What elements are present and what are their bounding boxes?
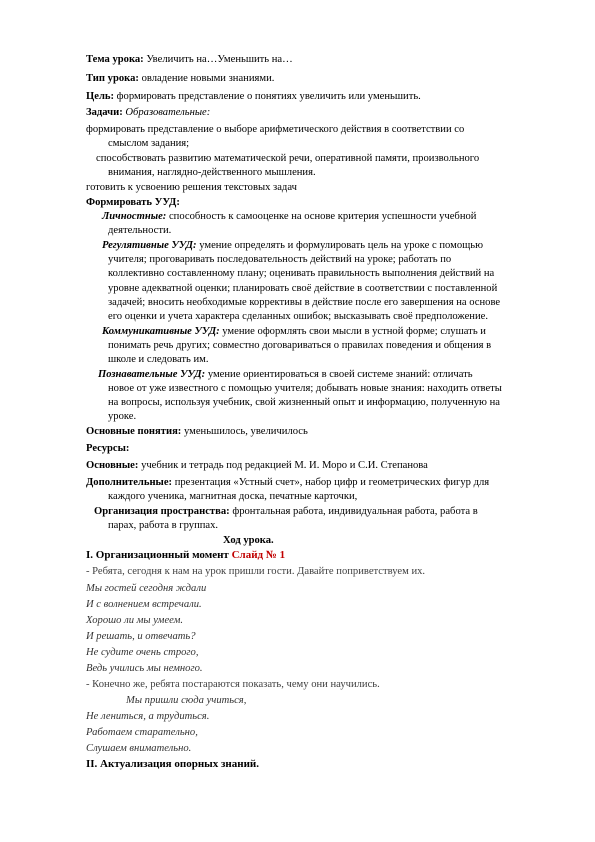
poem-line: И решать, и отвечать? — [86, 631, 196, 642]
poem-line: Мы гостей сегодня ждали — [86, 583, 207, 594]
poem-line: Мы пришли сюда учиться, — [126, 695, 247, 706]
resources-heading: Ресурсы: — [86, 443, 130, 454]
tasks-text-1: формировать представление о выборе арифметического действия в соответствии со — [86, 124, 465, 135]
personal-text-2: деятельности. — [108, 225, 172, 236]
stage1-intro: - Ребята, сегодня к нам на урок пришли гости. Давайте поприветствуем их. — [86, 566, 426, 577]
concepts-line: Основные понятия: уменьшилось, увеличилось — [86, 426, 308, 437]
cognitive-text-2: новое от уже известного с помощью учителя; добывать новые знания: находить ответы — [108, 383, 502, 394]
poem-line: Не лениться, а трудиться. — [86, 711, 210, 722]
poem-line: Ведь учились мы немного. — [86, 663, 203, 674]
poem-line: Не судите очень строго, — [86, 647, 199, 658]
cognitive-line: Познавательные УУД: умение ориентироваться в своей системе знаний: отличать — [98, 369, 473, 380]
stage2-heading: II. Актуализация опорных знаний. — [86, 758, 260, 770]
uud-heading: Формировать УУД: — [86, 197, 180, 208]
regulative-text-5: задачей; вносить необходимые коррективы в действие после его завершения на основе — [108, 297, 501, 308]
main-resources-line: Основные: учебник и тетрадь под редакцией М. И. Моро и С.И. Степанова — [86, 460, 428, 471]
regulative-text-2: учителя; проговаривать последовательность действий на уроке; работать по — [108, 254, 452, 265]
space-text-2: парах, работа в группах. — [108, 520, 219, 531]
regulative-text-6: его оценки и учета характера сделанных ошибок; высказывать своё предположение. — [108, 311, 488, 322]
poem-line: И с волнением встречали. — [86, 599, 202, 610]
regulative-line: Регулятивные УУД: умение определять и формулировать цель на уроке с помощью — [102, 240, 484, 251]
regulative-text-3: коллективно составленному плану; оценивать правильность выполнения действий на — [108, 268, 495, 279]
tasks-text-5: готовить к усвоению решения текстовых задач — [86, 182, 297, 193]
progress-heading: Ход урока. — [223, 535, 274, 546]
tasks-text-4: внимания, наглядно-действенного мышления. — [108, 167, 316, 178]
type-line: Тип урока: овладение новыми знаниями. — [86, 73, 275, 84]
communicative-line: Коммуникативные УУД: умение оформлять свои мысли в устной форме; слушать и — [102, 326, 486, 337]
poem-line: Работаем старательно, — [86, 727, 198, 738]
extra-resources-text-2: каждого ученика, магнитная доска, печатные карточки, — [108, 491, 358, 502]
communicative-text-3: школе и следовать им. — [108, 354, 209, 365]
topic-line: Тема урока: Увеличить на…Уменьшить на… — [86, 54, 293, 65]
cognitive-text-4: уроке. — [108, 411, 137, 422]
extra-resources-line: Дополнительные: презентация «Устный счет», набор цифр и геометрических фигур для — [86, 477, 490, 488]
personal-line: Личностные: способность к самооценке на основе критерия успешности учебной — [102, 211, 477, 222]
stage1-response: - Конечно же, ребята постараются показать, чему они научились. — [86, 679, 380, 690]
slide-label: Слайд № 1 — [231, 549, 286, 561]
cognitive-text-3: на вопросы, используя учебник, свой жизненный опыт и информацию, полученную на — [108, 397, 500, 408]
tasks-text-3: способствовать развитию математической речи, оперативной памяти, произвольного — [96, 153, 480, 164]
goal-line: Цель: формировать представление о понятиях увеличить или уменьшить. — [86, 91, 421, 102]
tasks-text-2: смыслом задания; — [108, 138, 190, 149]
space-line: Организация пространства: фронтальная работа, индивидуальная работа, работа в — [94, 506, 478, 517]
regulative-text-4: уровне адекватной оценки; планировать своё действие в соответствии с поставленной — [108, 283, 498, 294]
poem-line: Слушаем внимательно. — [86, 743, 192, 754]
stage1-heading: I. Организационный момент Слайд № 1 — [86, 549, 286, 561]
poem-line: Хорошо ли мы умеем. — [86, 615, 183, 626]
tasks-line: Задачи: Образовательные: — [86, 107, 211, 118]
communicative-text-2: понимать речь других; совместно договариваться о правилах поведения и общения в — [108, 340, 492, 351]
